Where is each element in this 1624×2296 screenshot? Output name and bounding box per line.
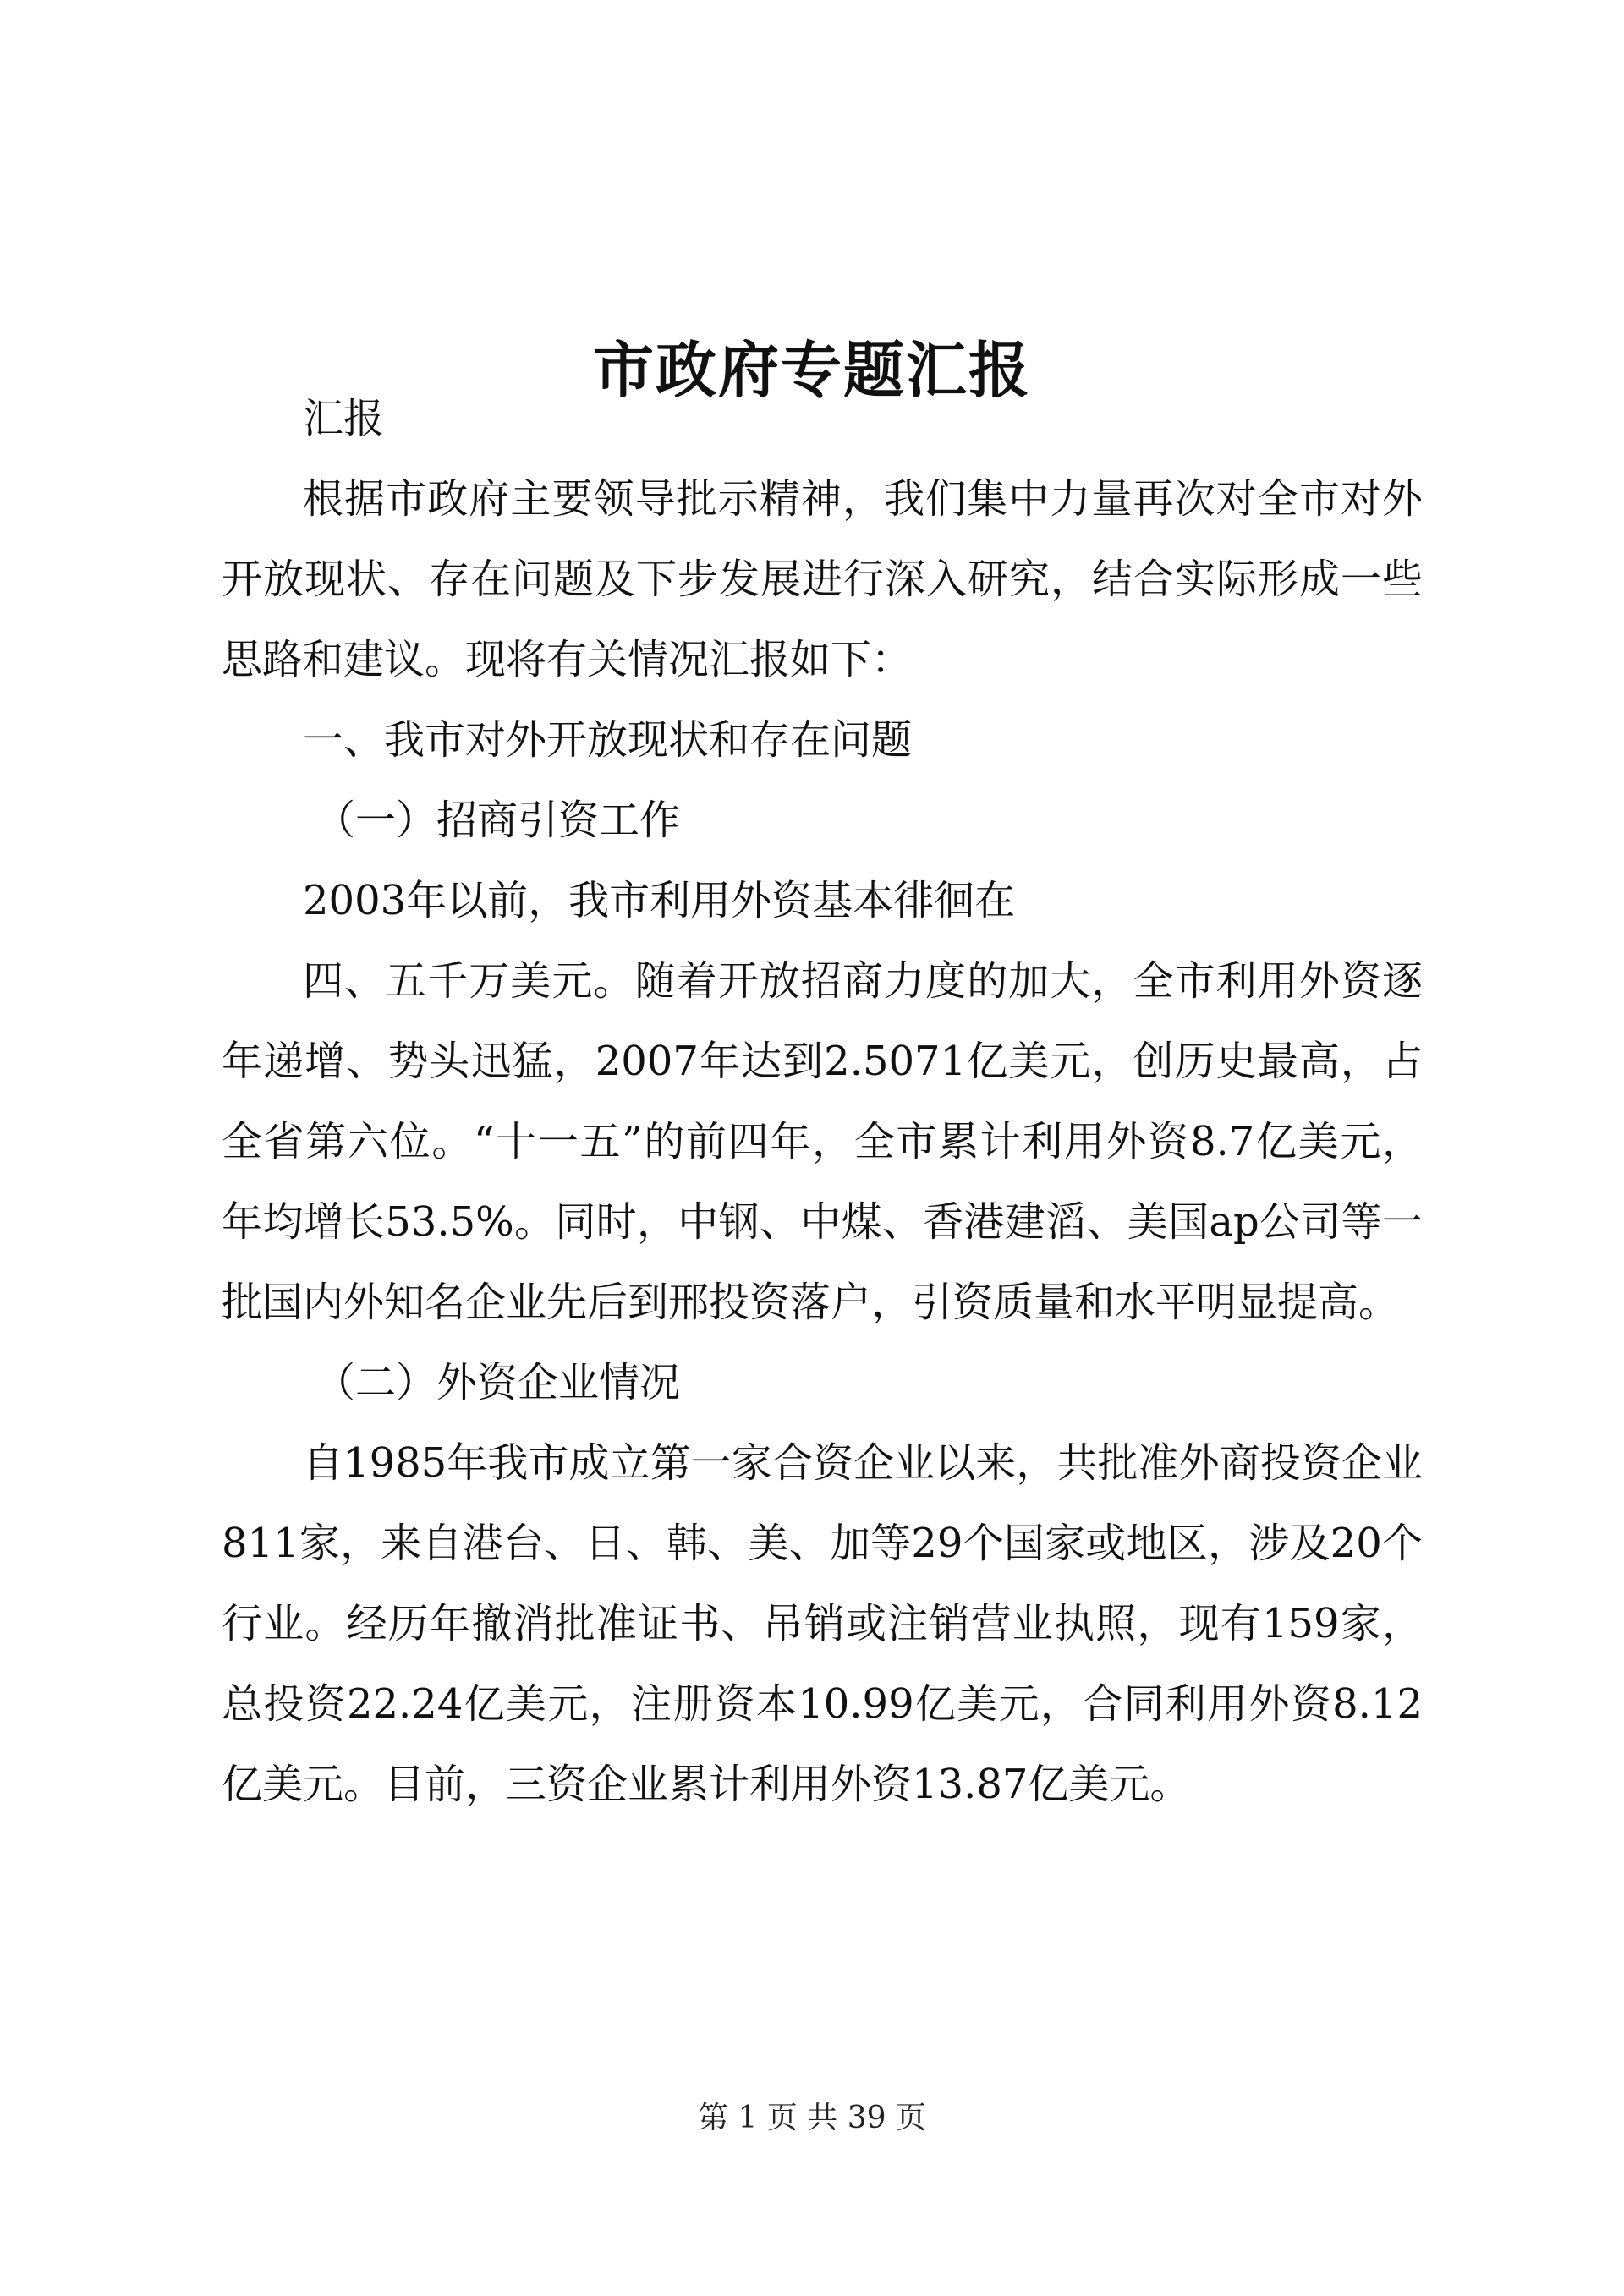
document-title: 市政府专题汇报 [592, 334, 1031, 407]
subsection-heading-1: （一）招商引资工作 [315, 797, 681, 844]
page-number-footer: 第 1 页 共 39 页 [698, 2101, 926, 2135]
document-body [222, 379, 1423, 1825]
paragraph-investment-1: 2003年以前，我市利用外资基本徘徊在 [303, 877, 1016, 924]
paragraph-foreign-enterprises: 自1985年我市成立第一家合资企业以来，共批准外商投资企业811家，来自港台、日、韩、美、加等29个国家或地区，涉及20个行业。经历年撤消批准证书、吊销或注销营业执照，现有159家，总投资22.24亿美元，注册资本10.99亿美元，合同利用外资8.12亿美元。目前，三资企业累计利用外资13.87亿美元。 [222, 1439, 1423, 1808]
section-heading-1: 一、我市对外开放现状和存在问题 [303, 716, 913, 764]
subsection-heading-2: （二）外资企业情况 [315, 1359, 681, 1406]
paragraph-preface: 根据市政府主要领导批示精神，我们集中力量再次对全市对外开放现状、存在问题及下步发展进行深入研究，结合实际形成一些思路和建议。现将有关情况汇报如下： [222, 475, 1423, 683]
paragraph-investment-2: 四、五千万美元。随着开放招商力度的加大，全市利用外资逐年递增、势头迅猛，2007年达到2.5071亿美元，创历史最高，占全省第六位。“十一五”的前四年，全市累计利用外资8.7亿美元，年均增长53.5%。同时，中钢、中煤、香港建滔、美国ap公司等一批国内外知名企业先后到邢投资落户，引资质量和水平明显提高。 [222, 957, 1423, 1326]
paragraph-intro-label: 汇报 [303, 395, 385, 442]
